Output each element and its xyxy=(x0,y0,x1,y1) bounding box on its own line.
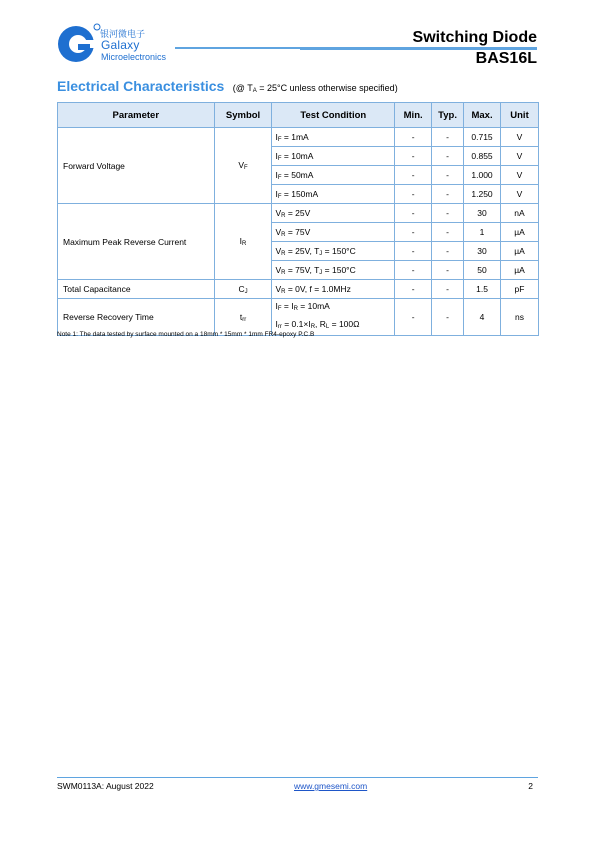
typ-cell: - xyxy=(432,147,464,166)
typ-cell: - xyxy=(432,242,464,261)
typ-cell: - xyxy=(432,280,464,299)
max-cell: 50 xyxy=(464,261,501,280)
unit-cell: V xyxy=(501,166,539,185)
unit-cell: µA xyxy=(501,223,539,242)
max-cell: 4 xyxy=(464,299,501,336)
footer-website-link[interactable]: www.gmesemi.com xyxy=(294,781,368,791)
max-cell: 30 xyxy=(464,204,501,223)
param-reverse-recovery-time: Reverse Recovery Time xyxy=(58,299,215,336)
footer-divider xyxy=(57,777,538,778)
typ-cell: - xyxy=(432,185,464,204)
unit-cell: µA xyxy=(501,261,539,280)
condition-cell: $V_R = 75V$, $T_J = 150^\circ C$ xyxy=(272,261,395,280)
header-test-condition: Test Condition xyxy=(272,103,395,128)
min-cell: - xyxy=(395,299,432,336)
table-note: Note 1: The data tested by surface mounted on a 18mm * 15mm * 1mm FR4-epoxy P.C.B xyxy=(57,331,315,338)
electrical-characteristics-table xyxy=(57,102,539,336)
typ-cell: - xyxy=(432,261,464,280)
min-cell: - xyxy=(395,280,432,299)
section-title: Electrical Characteristics xyxy=(57,78,225,94)
min-cell: - xyxy=(395,223,432,242)
unit-cell: V xyxy=(501,185,539,204)
page-number: 2 xyxy=(528,781,533,791)
min-cell: - xyxy=(395,242,432,261)
min-cell: - xyxy=(395,147,432,166)
max-cell: 0.855 xyxy=(464,147,501,166)
condition-cell: $I_F = 50mA$ xyxy=(272,166,395,185)
unit-cell: ns xyxy=(501,299,539,336)
min-cell: - xyxy=(395,185,432,204)
symbol-vf: $V_F$ xyxy=(214,128,272,204)
unit-cell: V xyxy=(501,128,539,147)
logo-chinese-text: 银河微电子 xyxy=(100,30,146,40)
condition-cell: $V_R = 0V$, f = 1.0MHz xyxy=(272,280,395,299)
condition-cell: $I_F = 10mA$ xyxy=(272,147,395,166)
table-row xyxy=(58,204,539,223)
unit-cell: pF xyxy=(501,280,539,299)
condition-cell: $V_R = 25V$ xyxy=(272,204,395,223)
logo-text-galaxy: Galaxy xyxy=(101,38,140,52)
min-cell: - xyxy=(395,166,432,185)
unit-cell: µA xyxy=(501,242,539,261)
typ-cell: - xyxy=(432,299,464,336)
condition-cell: $I_F = 150mA$ xyxy=(272,185,395,204)
header-typ: Typ. xyxy=(432,103,464,128)
param-forward-voltage: Forward Voltage xyxy=(58,128,215,204)
header-parameter: Parameter xyxy=(58,103,215,128)
min-cell: - xyxy=(395,128,432,147)
typ-cell: - xyxy=(432,204,464,223)
max-cell: 1.5 xyxy=(464,280,501,299)
typ-cell: - xyxy=(432,223,464,242)
max-cell: 1 xyxy=(464,223,501,242)
typ-cell: - xyxy=(432,128,464,147)
unit-cell: nA xyxy=(501,204,539,223)
header-unit: Unit xyxy=(501,103,539,128)
max-cell: 0.715 xyxy=(464,128,501,147)
part-number: BAS16L xyxy=(475,50,537,67)
section-heading xyxy=(57,78,398,96)
header-max: Max. xyxy=(464,103,501,128)
logo-text-microelectronics: Microelectronics xyxy=(101,52,167,62)
header-symbol: Symbol xyxy=(214,103,272,128)
symbol-trr: $t_{rr}$ xyxy=(214,299,272,336)
symbol-cj: $C_J$ xyxy=(214,280,272,299)
min-cell: - xyxy=(395,204,432,223)
unit-cell: V xyxy=(501,147,539,166)
condition-cell: $V_R = 25V$, $T_J = 150^\circ C$ xyxy=(272,242,395,261)
max-cell: 1.250 xyxy=(464,185,501,204)
param-max-peak-reverse-current: Maximum Peak Reverse Current xyxy=(58,204,215,280)
min-cell: - xyxy=(395,261,432,280)
condition-cell: $V_R = 75V$ xyxy=(272,223,395,242)
header-min: Min. xyxy=(395,103,432,128)
param-total-capacitance: Total Capacitance xyxy=(58,280,215,299)
table-row xyxy=(58,128,539,147)
max-cell: 30 xyxy=(464,242,501,261)
table-row xyxy=(58,299,539,336)
document-title: Switching Diode xyxy=(412,29,537,46)
max-cell: 1.000 xyxy=(464,166,501,185)
table-header-row xyxy=(58,103,539,128)
symbol-ir: $I_R$ xyxy=(214,204,272,280)
table-row xyxy=(58,280,539,299)
condition-cell: $I_F = 1mA$ xyxy=(272,128,395,147)
condition-cell: $I_F = I_R = 10mA$ $I_{rr} = 0.1\times I_R$, $R_L = 100\Omega$ xyxy=(272,299,395,336)
typ-cell: - xyxy=(432,166,464,185)
section-condition: (@ $T_A = 25^\circ C$ unless otherwise specified) xyxy=(232,83,398,94)
footer-doc-code: SWM0113A: August 2022 xyxy=(57,781,154,791)
